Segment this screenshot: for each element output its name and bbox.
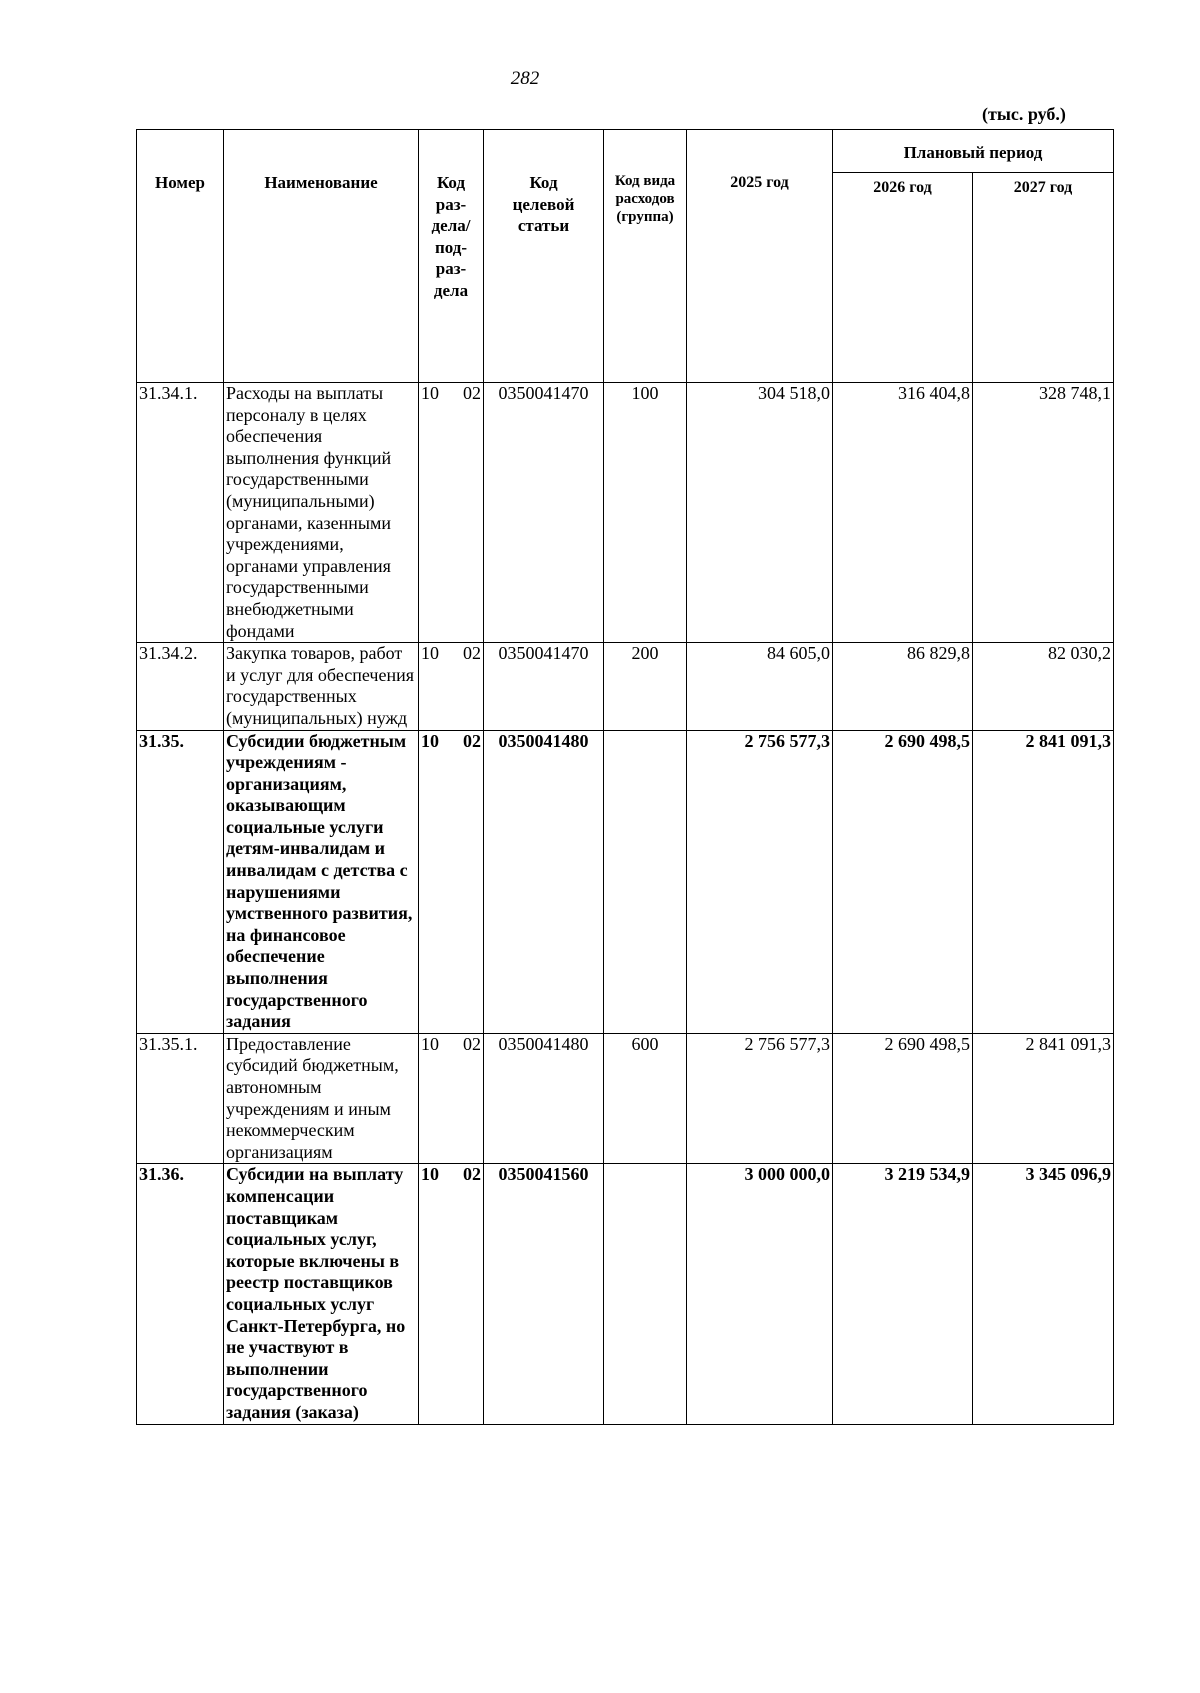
table-body [137, 383, 1114, 1425]
row-section-code [419, 383, 484, 643]
row-value-2027: 82 030,2 [973, 643, 1114, 730]
row-number: 31.35. [137, 730, 224, 1033]
row-section-code [419, 1164, 484, 1424]
row-subsection: 02 [463, 1033, 481, 1054]
row-number: 31.35.1. [137, 1033, 224, 1164]
row-subsection: 02 [463, 643, 481, 664]
row-value-2025: 304 518,0 [687, 383, 833, 643]
table-row [137, 383, 1114, 643]
row-value-2027: 3 345 096,9 [973, 1164, 1114, 1424]
row-name: Субсидии бюджетным учреждениям - организациям, оказывающим социальные услуги детям-инвалидам и инвалидам с детства с нарушениями умственного развития, на финансовое обеспечение выполнения государственного задания [224, 730, 419, 1033]
row-target-code: 0350041470 [484, 643, 604, 730]
row-value-2027: 2 841 091,3 [973, 730, 1114, 1033]
row-section: 10 [421, 643, 439, 664]
row-section-code [419, 730, 484, 1033]
page-number: 282 [510, 68, 540, 89]
row-value-2027: 2 841 091,3 [973, 1033, 1114, 1164]
row-expense-group [604, 730, 687, 1033]
row-value-2026: 316 404,8 [833, 383, 973, 643]
row-target-code: 0350041560 [484, 1164, 604, 1424]
row-section: 10 [421, 730, 439, 751]
row-expense-group: 600 [604, 1033, 687, 1164]
row-value-2026: 3 219 534,9 [833, 1164, 973, 1424]
row-section: 10 [421, 1033, 439, 1054]
table-header [137, 130, 1114, 383]
row-expense-group [604, 1164, 687, 1424]
header-number: Номер [137, 130, 224, 383]
row-number: 31.34.1. [137, 383, 224, 643]
header-2026: 2026 год [833, 173, 973, 383]
header-2025: 2025 год [687, 130, 833, 383]
row-subsection: 02 [463, 730, 481, 751]
row-value-2026: 86 829,8 [833, 643, 973, 730]
row-section: 10 [421, 383, 439, 403]
units-label: (тыс. руб.) [982, 104, 1066, 124]
row-value-2026: 2 690 498,5 [833, 730, 973, 1033]
table-row [137, 730, 1114, 1033]
budget-table [136, 129, 1114, 1425]
row-value-2025: 84 605,0 [687, 643, 833, 730]
row-expense-group: 200 [604, 643, 687, 730]
row-number: 31.36. [137, 1164, 224, 1424]
row-expense-group: 100 [604, 383, 687, 643]
row-name: Субсидии на выплату компенсации поставщикам социальных услуг, которые включены в реестр поставщиков социальных услуг Санкт-Петербурга, но не участвуют в выполнении государственного задания (заказа) [224, 1164, 419, 1424]
row-value-2025: 3 000 000,0 [687, 1164, 833, 1424]
header-target-code: Код целевой статьи [484, 130, 604, 383]
row-name: Предоставление субсидий бюджетным, автономным учреждениям и иным некоммерческим организациям [224, 1033, 419, 1164]
table-row [137, 1164, 1114, 1424]
header-name: Наименование [224, 130, 419, 383]
header-planned-period: Плановый период [833, 130, 1114, 173]
row-target-code: 0350041480 [484, 1033, 604, 1164]
table-row [137, 1033, 1114, 1164]
row-target-code: 0350041480 [484, 730, 604, 1033]
row-value-2025: 2 756 577,3 [687, 730, 833, 1033]
table-row [137, 643, 1114, 730]
header-2027: 2027 год [973, 173, 1114, 383]
row-section: 10 [421, 1164, 439, 1185]
row-value-2026: 2 690 498,5 [833, 1033, 973, 1164]
row-number: 31.34.2. [137, 643, 224, 730]
row-subsection: 02 [463, 1164, 481, 1185]
header-section-code: Код раз- дела/ под- раз- дела [419, 130, 484, 383]
row-value-2027: 328 748,1 [973, 383, 1114, 643]
row-target-code: 0350041470 [484, 383, 604, 643]
row-section-code [419, 1033, 484, 1164]
row-value-2025: 2 756 577,3 [687, 1033, 833, 1164]
row-subsection: 02 [463, 383, 481, 403]
row-name: Закупка товаров, работ и услуг для обеспечения государственных (муниципальных) нужд [224, 643, 419, 730]
row-section-code [419, 643, 484, 730]
header-expense-code: Код вида расходов (группа) [604, 130, 687, 383]
row-name: Расходы на выплаты персоналу в целях обеспечения выполнения функций государственными (муниципальными) органами, казенными учреждениями, органами управления государственными внебюджетными фондами [224, 383, 419, 643]
